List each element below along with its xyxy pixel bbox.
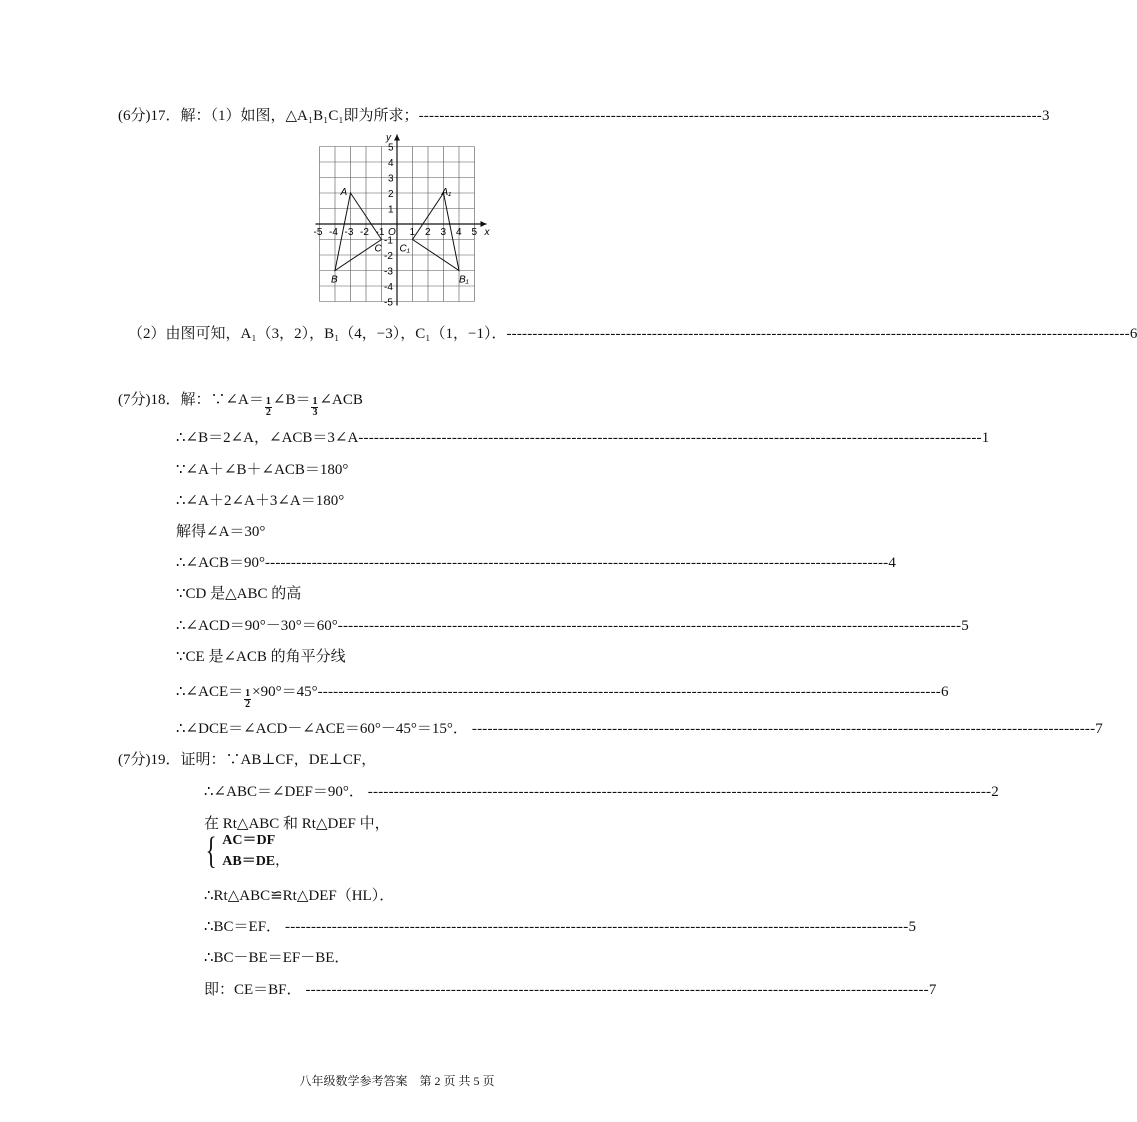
q18-line-9 bbox=[176, 680, 949, 710]
q18-line-6 bbox=[176, 582, 301, 603]
q18-text-1: ∴∠B＝2∠A，∠ACB＝3∠A bbox=[176, 430, 359, 446]
score-marker: 6 bbox=[941, 684, 949, 700]
x-tick-label: 3 bbox=[440, 227, 447, 238]
q18-text-10: ∴∠DCE＝∠ACD－∠ACE＝60°－45°＝15°． bbox=[176, 721, 468, 737]
q17-part2-line bbox=[128, 322, 1137, 343]
q19-line-6 bbox=[204, 978, 937, 999]
score-marker: 1 bbox=[981, 430, 990, 446]
fraction-denominator: 3 bbox=[312, 407, 318, 418]
q18-header-mid: ∠B＝ bbox=[272, 392, 311, 408]
q18-line-8 bbox=[176, 645, 346, 666]
fraction-denominator: 2 bbox=[245, 699, 251, 710]
fraction-one-third bbox=[311, 397, 318, 418]
q19-line-5 bbox=[204, 946, 349, 967]
vertex-label-c1: C₁ bbox=[399, 243, 410, 255]
dash-leader: ------------------------------------------------------------------------------------------------------------------------ bbox=[301, 982, 929, 998]
q18-line-2 bbox=[176, 458, 348, 479]
q18-text-6: ∵CD 是△ABC 的高 bbox=[176, 586, 302, 602]
q18-line-5 bbox=[176, 551, 896, 572]
y-tick-label: -4 bbox=[384, 282, 393, 293]
q18-text-7: ∴∠ACD＝90°－30°＝60° bbox=[176, 618, 338, 634]
dash-leader: ------------------------------------------------------------------------------------------------------------------------ bbox=[337, 618, 962, 634]
x-tick-label: 5 bbox=[471, 227, 478, 238]
y-tick-label: -3 bbox=[384, 266, 393, 278]
q18-text-9-prefix: ∴∠ACE＝ bbox=[176, 684, 244, 700]
score-marker: 5 bbox=[961, 618, 969, 634]
q18-text-4: 解得∠A＝30° bbox=[176, 524, 266, 540]
score-marker: 6 bbox=[1129, 326, 1137, 342]
system-equation-2-text: AB＝DE bbox=[222, 854, 276, 869]
vertex-label-c: C bbox=[374, 243, 382, 255]
dash-leader: ------------------------------------------------------------------------------------------------------------------------ bbox=[363, 784, 992, 800]
x-tick-label: -5 bbox=[313, 227, 323, 238]
system-equation-1: AC＝DF bbox=[222, 833, 276, 848]
x-tick-label: -1 bbox=[375, 227, 385, 238]
y-tick-label: -2 bbox=[384, 251, 393, 262]
q18-line-7 bbox=[176, 614, 969, 635]
q19-text-4: ∴BC＝EF． bbox=[204, 919, 282, 935]
vertex-label-a1: A₁ bbox=[441, 187, 452, 198]
q19-text-3: ∴Rt△ABC≌Rt△DEF（HL）． bbox=[204, 888, 395, 904]
q19-header-line bbox=[118, 748, 376, 769]
q18-text-9-suffix: ×90°＝45° bbox=[252, 684, 318, 700]
dash-leader: ------------------------------------------------------------------------------------------------------------------------ bbox=[418, 108, 1042, 124]
coordinate-graph bbox=[302, 128, 492, 308]
q18-header-line bbox=[118, 388, 363, 418]
score-marker: 3 bbox=[1041, 108, 1050, 124]
q17-header-line bbox=[118, 104, 1050, 125]
q18-header-prefix: (7分)18．解：∵∠A＝ bbox=[118, 392, 264, 408]
dash-leader: ------------------------------------------------------------------------------------------------------------------------ bbox=[467, 721, 1096, 737]
x-axis-label: x bbox=[484, 227, 490, 238]
y-tick-label: -5 bbox=[384, 297, 393, 309]
left-brace-icon: { bbox=[205, 830, 217, 872]
vertex-label-a: A bbox=[340, 187, 348, 198]
x-tick-label: 2 bbox=[425, 227, 431, 238]
q19-line-1 bbox=[204, 780, 999, 801]
origin-label: O bbox=[388, 227, 396, 238]
q18-line-10 bbox=[176, 717, 1103, 738]
y-tick-label: 4 bbox=[388, 158, 394, 169]
q18-line-1 bbox=[176, 426, 990, 447]
y-tick-label: 3 bbox=[388, 173, 394, 185]
q19-line-3 bbox=[204, 884, 394, 905]
vertex-label-b1: B₁ bbox=[459, 274, 469, 286]
system-equation-2 bbox=[222, 851, 289, 872]
q18-text-5: ∴∠ACB＝90° bbox=[176, 555, 265, 571]
q18-line-4 bbox=[176, 520, 265, 541]
fraction-one-half bbox=[265, 397, 272, 418]
dash-leader: ------------------------------------------------------------------------------------------------------------------------ bbox=[281, 919, 909, 935]
q18-header-suffix: ∠ACB bbox=[319, 392, 363, 408]
x-tick-label: 1 bbox=[409, 227, 416, 238]
y-tick-label: 5 bbox=[388, 142, 394, 154]
score-marker: 7 bbox=[1095, 721, 1103, 737]
q19-text-2: 在 Rt△ABC 和 Rt△DEF 中， bbox=[204, 816, 390, 832]
q18-text-3: ∴∠A＋2∠A＋3∠A＝180° bbox=[176, 493, 345, 509]
q19-line-4 bbox=[204, 915, 916, 936]
q18-text-2: ∵∠A＋∠B＋∠ACB＝180° bbox=[176, 462, 349, 478]
fraction-numerator: 1 bbox=[245, 688, 251, 699]
equation-system bbox=[202, 830, 289, 872]
x-tick-label: 4 bbox=[456, 227, 462, 238]
q17-header: (6分)17．解：（1）如图，△A₁B₁C₁即为所求； bbox=[118, 108, 419, 124]
x-tick-label: -4 bbox=[329, 227, 338, 238]
triangle-a1b1c1 bbox=[413, 193, 460, 271]
system-lines bbox=[222, 830, 289, 872]
y-tick-label: -1 bbox=[384, 235, 393, 247]
score-marker: 2 bbox=[991, 784, 999, 800]
vertex-label-b: B bbox=[331, 274, 338, 286]
score-marker: 4 bbox=[888, 555, 896, 571]
x-tick-label: -3 bbox=[344, 227, 354, 238]
q18-line-3 bbox=[176, 489, 344, 510]
dash-leader: ------------------------------------------------------------------------------------------------------------------------ bbox=[317, 684, 942, 700]
q18-text-8: ∵CE 是∠ACB 的角平分线 bbox=[176, 649, 346, 665]
fraction-one-half bbox=[244, 689, 251, 710]
fraction-numerator: 1 bbox=[265, 396, 271, 407]
dash-leader: ------------------------------------------------------------------------------------------------------------------------ bbox=[506, 326, 1130, 342]
y-axis-label: y bbox=[386, 132, 391, 144]
y-tick-label: 1 bbox=[388, 204, 394, 216]
score-marker: 5 bbox=[908, 919, 916, 935]
dash-leader: ------------------------------------------------------------------------------------------------------------------------ bbox=[264, 555, 889, 571]
x-tick-label: -2 bbox=[360, 227, 369, 238]
q19-text-1: ∴∠ABC＝∠DEF＝90°． bbox=[204, 784, 364, 800]
y-tick-label: 2 bbox=[388, 189, 394, 200]
fraction-denominator: 2 bbox=[265, 407, 271, 418]
page-footer: 八年级数学参考答案 第 2 页 共 5 页 bbox=[299, 1074, 495, 1088]
fraction-numerator: 1 bbox=[312, 396, 318, 407]
y-axis-arrow-icon bbox=[394, 135, 400, 141]
score-marker: 7 bbox=[928, 982, 937, 998]
dash-leader: ------------------------------------------------------------------------------------------------------------------------ bbox=[358, 430, 982, 446]
system-comma: ， bbox=[275, 854, 290, 869]
q17-part2: （2）由图可知，A₁（3，2），B₁（4，−3），C₁（1，−1）． bbox=[128, 326, 507, 342]
q19-text-5: ∴BC－BE＝EF－BE． bbox=[204, 950, 350, 966]
q19-header: (7分)19．证明：∵AB⊥CF，DE⊥CF， bbox=[118, 752, 377, 768]
q19-text-6: 即：CE＝BF． bbox=[204, 982, 302, 998]
